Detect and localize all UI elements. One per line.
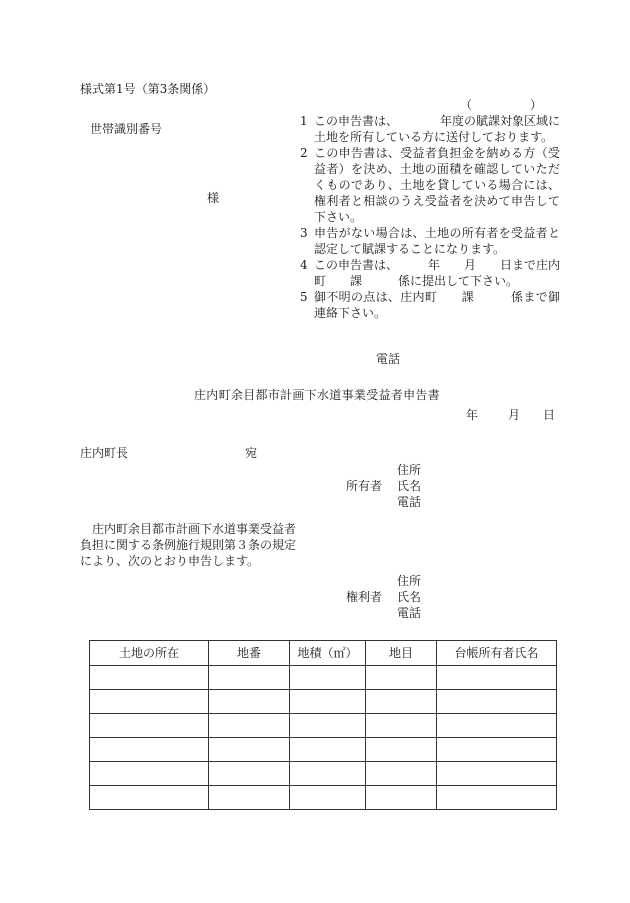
fiscal-year-paren-close: ） xyxy=(530,98,543,112)
column-header-location: 土地の所在 xyxy=(90,641,209,666)
table-cell[interactable] xyxy=(437,738,557,762)
column-header-registered-owner: 台帳所有者氏名 xyxy=(437,641,557,666)
note-number: 1 xyxy=(300,114,308,128)
right-holder-name-label: 氏名 xyxy=(397,590,422,604)
table-cell[interactable] xyxy=(437,666,557,690)
table-cell[interactable] xyxy=(90,690,209,714)
contact-phone-label: 電話 xyxy=(376,352,401,366)
note-item xyxy=(300,257,560,289)
owner-name-label: 氏名 xyxy=(397,479,422,493)
note-item xyxy=(300,225,560,257)
table-cell[interactable] xyxy=(290,666,366,690)
table-cell[interactable] xyxy=(290,714,366,738)
table-header-row xyxy=(90,641,557,666)
household-id-label: 世帯識別番号 xyxy=(90,122,163,136)
document-title: 庄内町余目都市計画下水道事業受益者申告書 xyxy=(194,388,441,402)
table-cell[interactable] xyxy=(437,786,557,810)
column-header-area: 地積（㎡） xyxy=(290,641,366,666)
note-number: 5 xyxy=(300,290,308,304)
honorific-sama: 様 xyxy=(207,191,220,205)
table-row xyxy=(90,714,557,738)
table-cell[interactable] xyxy=(209,762,290,786)
table-cell[interactable] xyxy=(366,786,437,810)
note-text: 申告がない場合は、土地の所有者を受益者と認定して賦課することになります。 xyxy=(314,226,560,256)
note-text: 御不明の点は、庄内町 課 係まで御連絡下さい。 xyxy=(314,290,560,320)
date-day-label: 日 xyxy=(543,408,556,422)
table-row xyxy=(90,762,557,786)
table-cell[interactable] xyxy=(366,762,437,786)
table-cell[interactable] xyxy=(290,786,366,810)
note-text: この申告書は、 年 月 日まで庄内町 課 係に提出して下さい。 xyxy=(314,258,561,288)
note-item xyxy=(300,289,560,321)
date-month-label: 月 xyxy=(508,408,521,422)
column-header-lot-number: 地番 xyxy=(209,641,290,666)
addressee-suffix: 宛 xyxy=(245,446,258,460)
table-cell[interactable] xyxy=(290,690,366,714)
note-text: この申告書は、受益者負担金を納める方（受益者）を決め、土地の面積を確認していただくものであり、土地を貸している場合には、権利者と相談のうえ受益者を決めて申告して下さい。 xyxy=(314,146,560,224)
table-cell[interactable] xyxy=(209,690,290,714)
table-row xyxy=(90,666,557,690)
table-cell[interactable] xyxy=(209,786,290,810)
fiscal-year-paren-open: （ xyxy=(460,98,473,112)
note-number: 4 xyxy=(300,258,308,272)
table-cell[interactable] xyxy=(90,738,209,762)
table-cell[interactable] xyxy=(366,714,437,738)
table-cell[interactable] xyxy=(290,762,366,786)
land-table xyxy=(89,640,557,810)
table-cell[interactable] xyxy=(90,714,209,738)
note-item xyxy=(300,145,560,225)
table-cell[interactable] xyxy=(90,666,209,690)
declaration-line: 負担に関する条例施行規則第３条の規定 xyxy=(80,538,297,552)
note-text: この申告書は、 年度の賦課対象区域に土地を所有している方に送付しております。 xyxy=(314,114,561,144)
note-number: 2 xyxy=(300,146,308,160)
form-number: 様式第1号（第3条関係） xyxy=(80,82,216,96)
column-header-land-category: 地目 xyxy=(366,641,437,666)
table-cell[interactable] xyxy=(366,738,437,762)
table-cell[interactable] xyxy=(90,762,209,786)
owner-address-label: 住所 xyxy=(397,463,422,477)
table-cell[interactable] xyxy=(437,762,557,786)
table-cell[interactable] xyxy=(437,690,557,714)
table-row xyxy=(90,738,557,762)
table-row xyxy=(90,690,557,714)
table-row xyxy=(90,786,557,810)
table-cell[interactable] xyxy=(209,714,290,738)
declaration-text xyxy=(80,521,312,569)
declaration-line: 庄内町余目都市計画下水道事業受益者 xyxy=(80,522,297,536)
owner-phone-label: 電話 xyxy=(397,495,422,509)
declaration-line: により、次のとおり申告します。 xyxy=(80,554,260,568)
table-cell[interactable] xyxy=(366,666,437,690)
table-cell[interactable] xyxy=(290,738,366,762)
instruction-notes xyxy=(300,113,560,321)
note-number: 3 xyxy=(300,226,308,240)
date-year-label: 年 xyxy=(466,408,479,422)
right-holder-role-label: 権利者 xyxy=(346,590,383,604)
owner-role-label: 所有者 xyxy=(346,479,383,493)
table-cell[interactable] xyxy=(437,714,557,738)
note-item xyxy=(300,113,560,145)
right-holder-address-label: 住所 xyxy=(397,574,422,588)
table-cell[interactable] xyxy=(366,690,437,714)
right-holder-phone-label: 電話 xyxy=(397,606,422,620)
table-cell[interactable] xyxy=(90,786,209,810)
addressee: 庄内町長 xyxy=(80,446,129,460)
table-cell[interactable] xyxy=(209,738,290,762)
table-cell[interactable] xyxy=(209,666,290,690)
